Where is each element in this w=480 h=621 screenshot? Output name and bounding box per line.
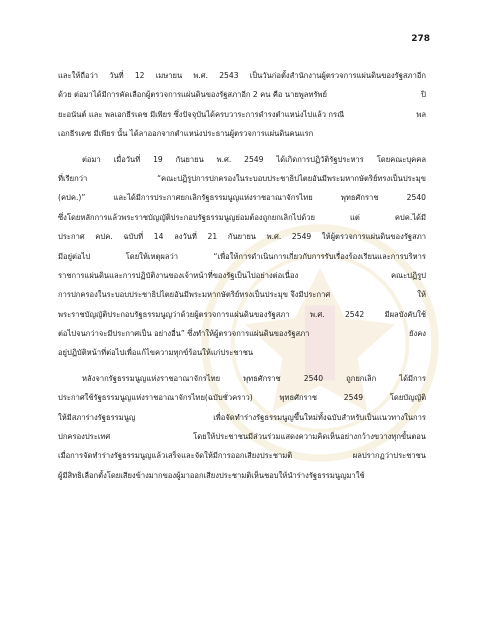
text-line <box>58 105 426 124</box>
text-segment: ต่อไปจนกว่าจะมีประกาศเป็น อย่างอื่น” ซึ่งทำให้ผู้ตรวจการแผ่นดินของรัฐสภา <box>58 329 310 339</box>
text-segment-tail: พล <box>416 109 426 119</box>
text-line <box>58 285 426 304</box>
text-line: มีอยู่ต่อไป โดยให้เหตุผลว่า “เพื่อให้การดำเนินการเกี่ยวกับการรับเรื่องร้องเรียนและการบริหาร <box>58 251 426 261</box>
text-line: อยู่ปฏิบัติหน้าที่ต่อไปเพื่อแก้ไขความทุกข์ร้อนให้แก่ประชาชน <box>58 348 254 358</box>
text-segment-tail: ปิ <box>421 90 426 100</box>
text-line <box>58 324 426 343</box>
text-line: ที่เรียกว่า “คณะปฏิรูปการปกครองในระบอบประชาธิปไตยอันมีพระมหากษัตริย์ทรงเป็นประมุข <box>58 173 426 183</box>
document-body <box>58 66 426 485</box>
text-line <box>58 85 426 104</box>
text-line: ประกาศ คปค. ฉบับที่ 14 ลงวันที่ 21 กันยายน พ.ศ. 2549 ให้ผู้ตรวจการแผ่นดินของรัฐสภา <box>58 232 426 242</box>
text-line: หลังจากรัฐธรรมนูญแห่งราชอาณาจักรไทย พุทธศักราช 2540 ถูกยกเลิก ได้มีการ <box>82 373 426 383</box>
text-line: ต่อมา เมื่อวันที่ 19 กันยายน พ.ศ. 2549 ได้เกิดการปฏิวัติรัฐประหาร โดยคณะบุคคล <box>82 154 426 164</box>
text-line: ปกครองประเทศ โดยให้ประชาชนมีส่วนร่วมแสดงความคิดเห็นอย่างกว้างขวางทุกขั้นตอน <box>58 432 426 442</box>
text-segment-tail: ให้ <box>417 290 426 300</box>
text-line: ราชการแผ่นดินและการปฏิบัติงานของเจ้าหน้าที่ของรัฐเป็นไปอย่างต่อเนื่อง คณะปฏิรูป <box>58 270 426 280</box>
text-line: (คปค.)” และได้มีการประกาศยกเลิกรัฐธรรมนูญแห่งราชอาณาจักรไทย พุทธศักราช 2540 <box>58 193 426 203</box>
text-segment: ยะอนันต์ และ พลเอกธีรเดช มีเพียร ซึ่งปัจจุบันได้ครบวาระการดำรงตำแหน่งไปแล้ว กรณี <box>58 109 345 119</box>
paragraph <box>58 66 426 144</box>
text-line: และให้ถือว่า วันที่ 12 เมษายน พ.ศ. 2543 เป็นวันก่อตั้งสำนักงานผู้ตรวจการแผ่นดินของรัฐสภาอีก <box>58 71 426 80</box>
text-segment: การปกครองในระบอบประชาธิปไตยอันมีพระมหากษัตริย์ทรงเป็นประมุข จึงมีประกาศ <box>58 290 331 300</box>
paragraph <box>58 369 426 485</box>
text-line: พระราชบัญญัติประกอบรัฐธรรมนูญว่าด้วยผู้ตรวจการแผ่นดินของรัฐสภา พ.ศ. 2542 มีผลบังคับใช้ <box>58 309 426 319</box>
text-line: เมื่อการจัดทำร่างรัฐธรรมนูญแล้วเสร็จและจัดให้มีการออกเสียงประชามติ ผลปรากฏว่าประชาชน <box>58 451 426 461</box>
text-segment-tail: ยังคง <box>409 329 426 339</box>
text-line: ให้มีสภาร่างรัฐธรรมนูญ เพื่อจัดทำร่างรัฐธรรมนูญขึ้นใหม่ทั้งฉบับสำหรับเป็นแนวทางในการ <box>58 412 426 422</box>
text-line: ซึ่งโดยหลักการแล้วพระราชบัญญัติประกอบรัฐธรรมนูญย่อมต้องถูกยกเลิกไปด้วย แต่ คปค.ได้มี <box>58 212 426 222</box>
text-line: เอกธีรเดช มีเพียร นั้น ได้ลาออกจากตำแหน่งประธานผู้ตรวจการแผ่นดินคนแรก <box>58 129 314 139</box>
text-line: ประกาศใช้รัฐธรรมนูญแห่งราชอาณาจักรไทย(ฉบับชั่วคราว) พุทธศักราช 2549 โดยบัญญัติ <box>58 393 426 403</box>
page-number: 278 <box>411 34 430 44</box>
paragraph <box>58 150 426 363</box>
text-line: ผู้มีสิทธิเลือกตั้งโดยเสียงข้างมากของผู้มาออกเสียงประชามติเห็นชอบให้นำร่างรัฐธรรมนูญมาใช้ <box>58 470 365 480</box>
text-segment: ด้วย ต่อมาได้มีการคัดเลือกผู้ตรวจการแผ่นดินของรัฐสภาอีก 2 คน คือ นายพูลทรัพย์ <box>58 90 327 100</box>
